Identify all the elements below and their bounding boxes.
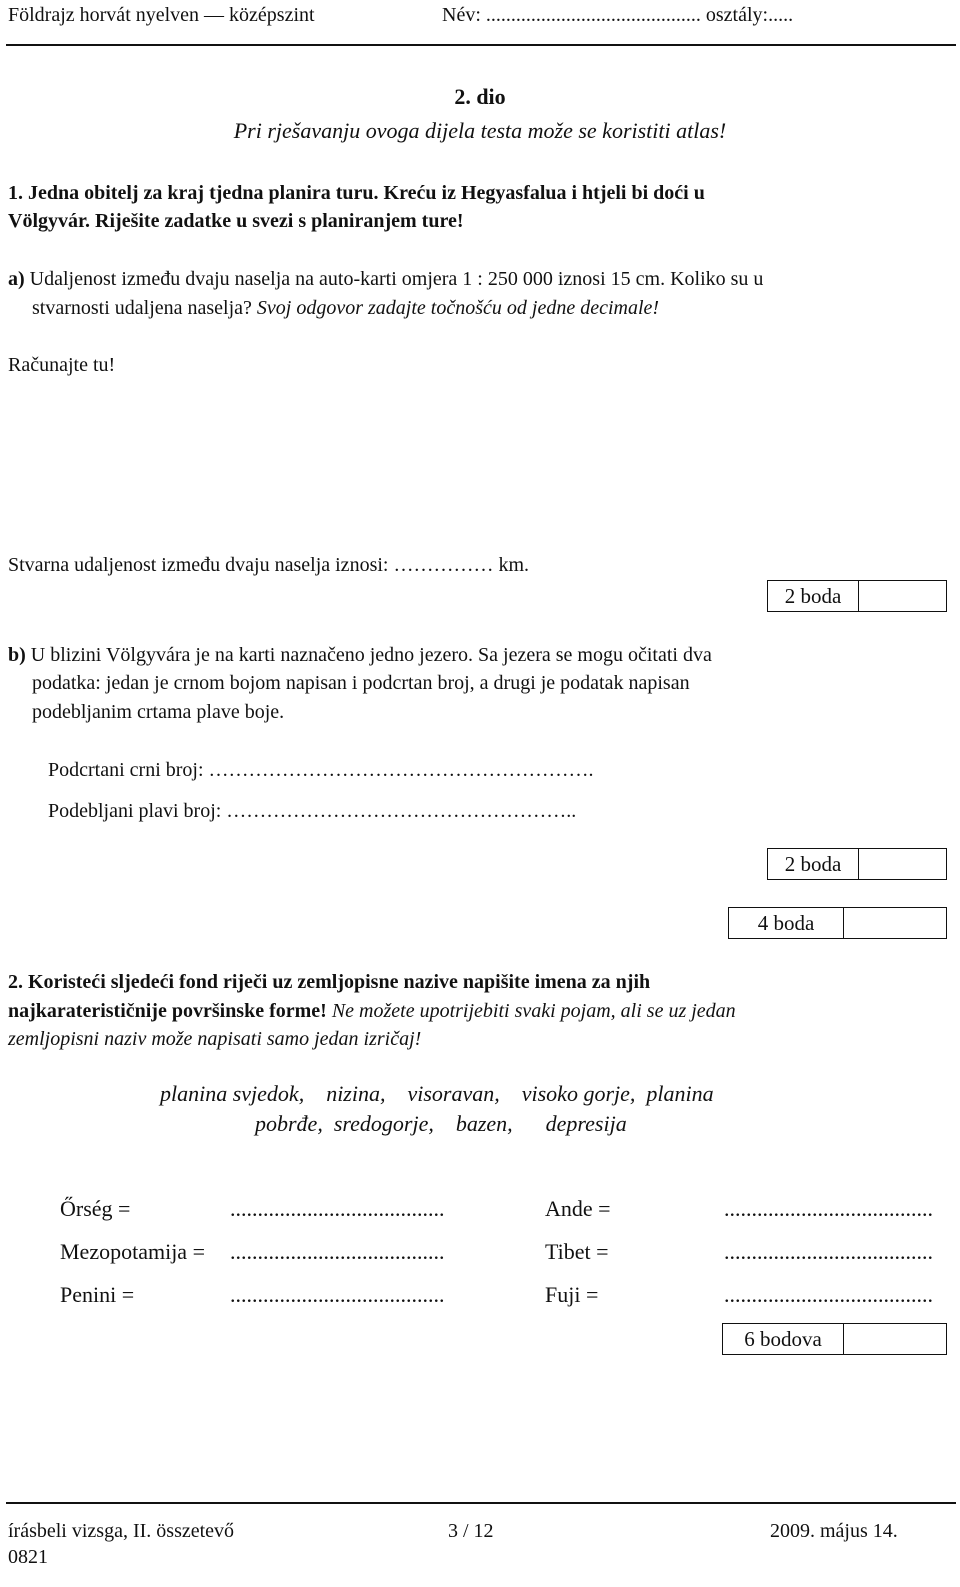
word-bank-line2: pobrđe, sredogorje, bazen, depresija bbox=[255, 1111, 627, 1136]
exam-code: 0821 bbox=[8, 1546, 48, 1568]
answer-label-tibet: Tibet = bbox=[545, 1239, 609, 1264]
answer-field-mezopotamija[interactable]: ....................................... bbox=[230, 1239, 445, 1264]
task1a-text1: Udaljenost između dvaju naselja na auto-karti omjera 1 : 250 000 iznosi 15 cm. Koliko su u bbox=[24, 268, 764, 290]
answer-label-orseg: Őrség = bbox=[60, 1196, 131, 1221]
score-cell[interactable] bbox=[844, 908, 946, 938]
task1a-text2: stvarnosti udaljena naselja? bbox=[32, 297, 257, 319]
task1a-instruction: Svoj odgovor zadajte točnošću od jedne decimale! bbox=[256, 297, 660, 319]
task2-italic1: Ne možete upotrijebiti svaki pojam, ali se uz jedan bbox=[326, 1000, 736, 1022]
bold-blue-number-field[interactable]: Podebljani plavi broj: …………………………………………….. bbox=[48, 800, 577, 822]
task1b-line2: podatka: jedan je crnom bojom napisan i podcrtan broj, a drugi je podatak napisan bbox=[32, 672, 690, 694]
answer-label-ande: Ande = bbox=[545, 1196, 611, 1221]
answer-field-penini[interactable]: ....................................... bbox=[230, 1282, 445, 1307]
task1b-text1: U blizini Völgyvára je na karti naznačeno jedno jezero. Sa jezera se mogu očitati dva bbox=[25, 644, 712, 666]
score-box-task1-total bbox=[728, 907, 947, 939]
underlined-black-number-field[interactable]: Podcrtani crni broj: …………………………………………………. bbox=[48, 759, 594, 781]
task1b-label: b) bbox=[8, 644, 26, 666]
exam-date: 2009. május 14. bbox=[770, 1520, 898, 1542]
answer-label-penini: Penini = bbox=[60, 1282, 135, 1307]
answer-field-ande[interactable]: ...................................... bbox=[724, 1196, 933, 1221]
score-box-task2 bbox=[722, 1323, 947, 1355]
footer-divider bbox=[6, 1502, 956, 1504]
task1a-line2 bbox=[32, 293, 659, 323]
score-cell[interactable] bbox=[844, 1324, 946, 1354]
score-label: 6 bodova bbox=[723, 1324, 844, 1354]
header-divider bbox=[6, 44, 956, 46]
answer-field-tibet[interactable]: ...................................... bbox=[724, 1239, 933, 1264]
score-label: 2 boda bbox=[768, 849, 859, 879]
score-box-1b bbox=[767, 848, 947, 880]
task1a-answer-line[interactable]: Stvarna udaljenost između dvaju naselja iznosi: …………… km. bbox=[8, 554, 530, 576]
answer-field-fuji[interactable]: ...................................... bbox=[724, 1282, 933, 1307]
task1-intro-line1: 1. Jedna obitelj za kraj tjedna planira turu. Kreću iz Hegyasfalua i htjeli bi doći u bbox=[8, 182, 705, 204]
answer-label-mezopotamija: Mezopotamija = bbox=[60, 1239, 205, 1264]
name-class-field: Név: ........................................... osztály:..... bbox=[442, 4, 794, 26]
answer-label-fuji: Fuji = bbox=[545, 1282, 599, 1307]
page-number: 3 / 12 bbox=[448, 1520, 494, 1542]
task2-line3: zemljopisni naziv može napisati samo jedan izričaj! bbox=[8, 1028, 422, 1050]
subject-title: Földrajz horvát nyelven — középszint bbox=[8, 4, 315, 26]
word-bank-line1: planina svjedok, nizina, visoravan, visoko gorje, planina bbox=[160, 1081, 714, 1106]
task2-line2 bbox=[8, 996, 736, 1026]
answer-field-orseg[interactable]: ....................................... bbox=[230, 1196, 445, 1221]
calc-here-label: Računajte tu! bbox=[8, 354, 116, 376]
score-cell[interactable] bbox=[859, 581, 946, 611]
score-cell[interactable] bbox=[859, 849, 946, 879]
task2-bold2: najkaraterističnije površinske forme! bbox=[8, 1000, 327, 1022]
score-label: 4 boda bbox=[729, 908, 844, 938]
footer-exam-label: írásbeli vizsga, II. összetevő bbox=[8, 1520, 235, 1542]
task1a-line1 bbox=[8, 264, 763, 294]
score-label: 2 boda bbox=[768, 581, 859, 611]
task1b-line1 bbox=[8, 640, 712, 670]
task1a-label: a) bbox=[8, 268, 25, 290]
task1-intro-line2: Völgyvár. Riješite zadatke u svezi s planiranjem ture! bbox=[8, 210, 464, 232]
task1b-line3: podebljanim crtama plave boje. bbox=[32, 701, 285, 723]
score-box-1a bbox=[767, 580, 947, 612]
task2-line1: 2. Koristeći sljedeći fond riječi uz zemljopisne nazive napišite imena za njih bbox=[8, 971, 651, 993]
atlas-note: Pri rješavanju ovoga dijela testa može se koristiti atlas! bbox=[233, 118, 727, 143]
part-title: 2. dio bbox=[454, 84, 506, 109]
